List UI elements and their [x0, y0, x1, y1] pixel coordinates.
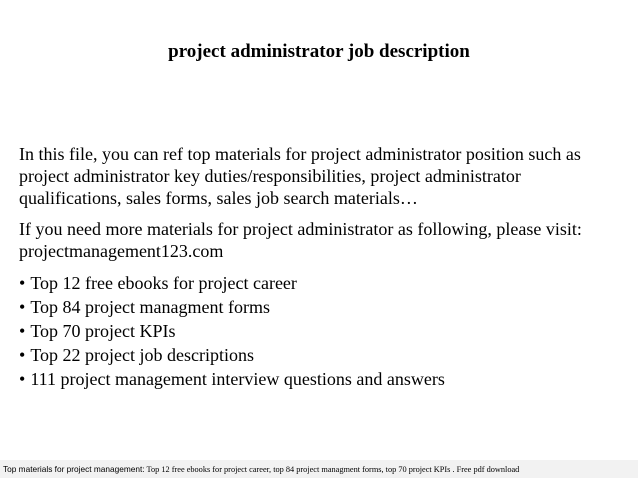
main-content	[19, 143, 619, 391]
footer-bar	[0, 460, 638, 478]
page-title: project administrator job description	[168, 41, 470, 62]
bullet-icon: •	[19, 273, 26, 293]
list-item	[19, 271, 619, 295]
list-item-text: Top 70 project KPIs	[30, 321, 176, 341]
list-item-text: Top 84 project managment forms	[30, 297, 270, 317]
list-item	[19, 367, 619, 391]
bullet-icon: •	[19, 297, 26, 317]
list-item	[19, 319, 619, 343]
list-item	[19, 343, 619, 367]
footer-text: Top 12 free ebooks for project career, top 84 project managment forms, top 70 project KPIs . Free pdf download	[144, 465, 520, 474]
visit-paragraph: If you need more materials for project administrator as following, please visit: projectmanagement123.com	[19, 219, 582, 261]
intro-paragraph: In this file, you can ref top materials for project administrator position such as project administrator key duties/responsibilities, project administrator qualifications, sales forms, sales job search materials…	[19, 144, 581, 208]
bullet-icon: •	[19, 345, 26, 365]
list-item-text: Top 12 free ebooks for project career	[30, 273, 297, 293]
footer-lead: Top materials for project management:	[3, 464, 145, 474]
list-item-text: Top 22 project job descriptions	[30, 345, 255, 365]
materials-list	[19, 271, 619, 391]
list-item	[19, 295, 619, 319]
bullet-icon: •	[19, 321, 26, 341]
bullet-icon: •	[19, 369, 26, 389]
list-item-text: 111 project management interview questions and answers	[30, 369, 445, 389]
